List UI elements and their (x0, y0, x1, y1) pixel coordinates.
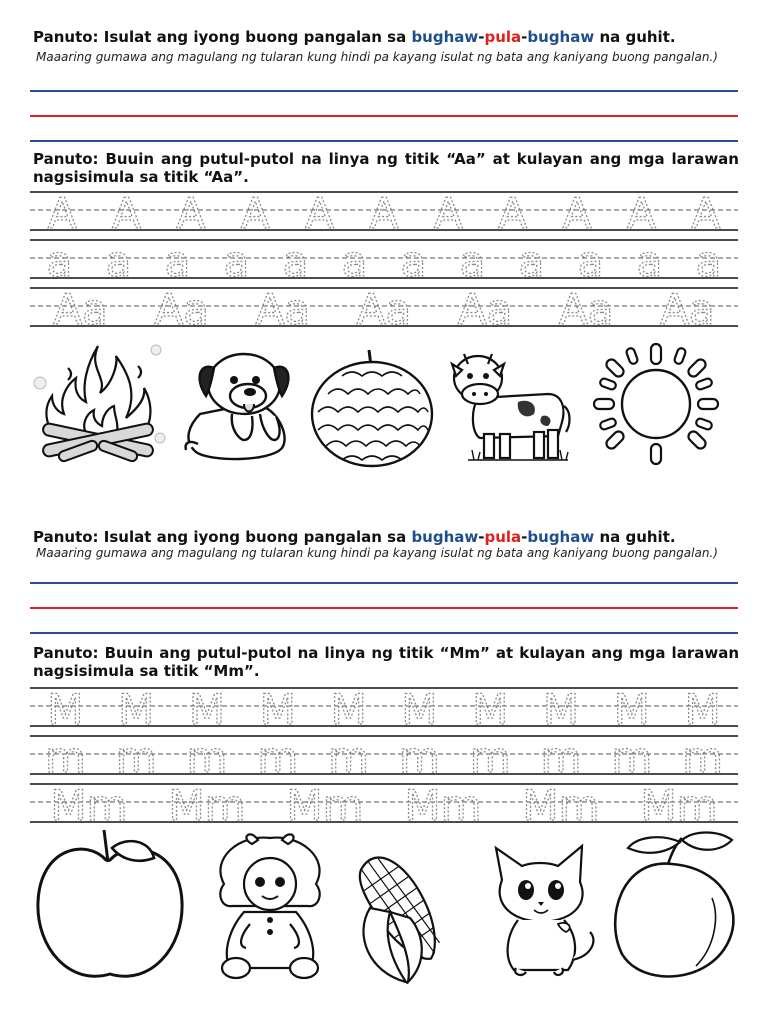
blue-word: bughaw (527, 28, 595, 46)
trace-letter[interactable]: A (627, 189, 656, 238)
trace-letter[interactable]: a (223, 237, 250, 286)
trace-letter[interactable]: a (577, 237, 604, 286)
name-line-red-middle[interactable] (30, 607, 738, 609)
blue-word: bughaw (411, 28, 479, 46)
trace-letter[interactable]: Aa (255, 285, 311, 334)
trace-letter[interactable]: M (330, 685, 367, 734)
trace-letter[interactable]: A (433, 189, 463, 238)
name-line-blue-top[interactable] (30, 90, 738, 92)
trace-letter[interactable]: A (176, 189, 206, 238)
blue-word: bughaw (527, 528, 595, 546)
picture-row (20, 338, 750, 468)
trace-letter[interactable]: Aa (559, 285, 614, 334)
trace-row-2[interactable] (30, 733, 738, 782)
trace-letter[interactable]: Aa (154, 285, 209, 334)
trace-letter[interactable]: M (401, 685, 438, 734)
fire-picture[interactable] (28, 338, 168, 468)
trace-letter[interactable]: M (259, 685, 296, 734)
trace-letter[interactable]: m (611, 733, 653, 782)
trace-letter[interactable]: m (257, 733, 299, 782)
trace-letter[interactable]: Mm (286, 781, 364, 830)
trace-letter[interactable]: Mm (404, 781, 482, 830)
parent-note: Maaaring gumawa ang magulang ng tularan kung hindi pa kayang isulat ng bata ang kaniyang buong pangalan.) (36, 50, 718, 64)
trace-instruction: Panuto: Buuin ang putul-putol na linya ng titik “Aa” at kulayan ang mga larawan nagsisimula sa titik “Aa”. (33, 150, 739, 186)
dash: - (478, 28, 485, 46)
trace-letter[interactable]: A (240, 189, 270, 238)
trace-letter[interactable]: A (691, 189, 721, 238)
trace-row-1[interactable] (30, 189, 738, 238)
trace-letter[interactable]: A (112, 189, 141, 238)
sugar-apple-picture[interactable] (308, 344, 438, 468)
corn-picture[interactable] (350, 838, 470, 984)
trace-letter[interactable]: A (47, 189, 77, 238)
trace-letter[interactable]: m (44, 733, 86, 782)
blue-word: bughaw (411, 528, 479, 546)
trace-letter[interactable]: M (684, 685, 721, 734)
tracing-area (30, 684, 742, 834)
trace-letter[interactable]: Aa (660, 285, 715, 334)
dog-picture[interactable] (170, 344, 310, 466)
trace-letter[interactable]: Aa (356, 285, 412, 334)
trace-letter[interactable]: m (469, 733, 511, 782)
instruction-text: na guhit. (594, 528, 676, 546)
trace-letter[interactable]: Aa (53, 285, 108, 334)
trace-letter[interactable]: Mm (640, 781, 718, 830)
parent-note: Maaaring gumawa ang magulang ng tularan kung hindi pa kayang isulat ng bata ang kaniyang buong pangalan.) (36, 546, 718, 560)
name-line-red-middle[interactable] (30, 115, 738, 117)
trace-letter[interactable]: Mm (522, 781, 600, 830)
tracing-area (30, 188, 742, 338)
trace-letter[interactable]: Mm (50, 781, 128, 830)
trace-letter[interactable]: A (369, 189, 399, 238)
name-line-blue-bottom[interactable] (30, 140, 738, 142)
trace-rows-svg (30, 188, 742, 338)
doll-picture[interactable] (200, 828, 340, 984)
trace-letter[interactable]: Aa (457, 285, 513, 334)
trace-rows-svg (30, 684, 742, 834)
picture-row (20, 818, 750, 988)
trace-letter[interactable]: A (562, 189, 592, 238)
trace-letter[interactable]: M (613, 685, 650, 734)
trace-instruction: Panuto: Buuin ang putul-putol na linya ng titik “Mm” at kulayan ang mga larawan nagsisimula sa titik “Mm”. (33, 644, 739, 680)
sun-picture[interactable] (580, 340, 730, 468)
trace-letter[interactable]: M (188, 685, 226, 734)
trace-letter[interactable]: A (498, 189, 528, 238)
trace-letter[interactable]: a (282, 237, 309, 286)
name-instruction (33, 28, 739, 46)
trace-letter[interactable]: m (398, 733, 440, 782)
dash: - (521, 28, 528, 46)
trace-letter[interactable]: Mm (168, 781, 246, 830)
trace-letter[interactable]: a (695, 237, 722, 286)
name-line-blue-top[interactable] (30, 582, 738, 584)
trace-row-3[interactable] (30, 285, 738, 334)
trace-letter[interactable]: M (472, 685, 509, 734)
trace-letter[interactable]: a (518, 237, 545, 286)
trace-letter[interactable]: a (341, 237, 368, 286)
trace-letter[interactable]: a (636, 237, 663, 286)
trace-row-1[interactable] (30, 685, 738, 734)
instruction-text: Panuto: Isulat ang iyong buong pangalan sa (33, 28, 412, 46)
dash: - (478, 528, 485, 546)
cow-picture[interactable] (438, 342, 578, 468)
apple-picture[interactable] (26, 818, 196, 988)
trace-letter[interactable]: a (400, 237, 427, 286)
trace-letter[interactable]: m (540, 733, 582, 782)
trace-letter[interactable]: a (459, 237, 486, 286)
instruction-text: na guhit. (594, 28, 676, 46)
trace-letter[interactable]: a (46, 237, 73, 286)
instruction-text: Panuto: Isulat ang iyong buong pangalan sa (33, 528, 412, 546)
name-line-blue-bottom[interactable] (30, 632, 738, 634)
trace-letter[interactable]: m (115, 733, 157, 782)
trace-letter[interactable]: m (328, 733, 370, 782)
trace-letter[interactable]: A (305, 189, 335, 238)
dash: - (521, 528, 528, 546)
trace-letter[interactable]: M (47, 685, 84, 734)
cat-picture[interactable] (482, 840, 602, 980)
trace-row-2[interactable] (30, 237, 738, 286)
part2 (0, 512, 768, 1024)
red-word: pula (484, 28, 522, 46)
trace-letter[interactable]: M (542, 685, 580, 734)
name-instruction (33, 528, 739, 546)
trace-letter[interactable]: m (682, 733, 724, 782)
trace-letter[interactable]: m (186, 733, 228, 782)
red-word: pula (484, 528, 522, 546)
trace-letter[interactable]: M (118, 685, 155, 734)
trace-letter[interactable]: a (105, 237, 132, 286)
trace-letter[interactable]: a (164, 237, 191, 286)
mango-picture[interactable] (602, 828, 742, 984)
